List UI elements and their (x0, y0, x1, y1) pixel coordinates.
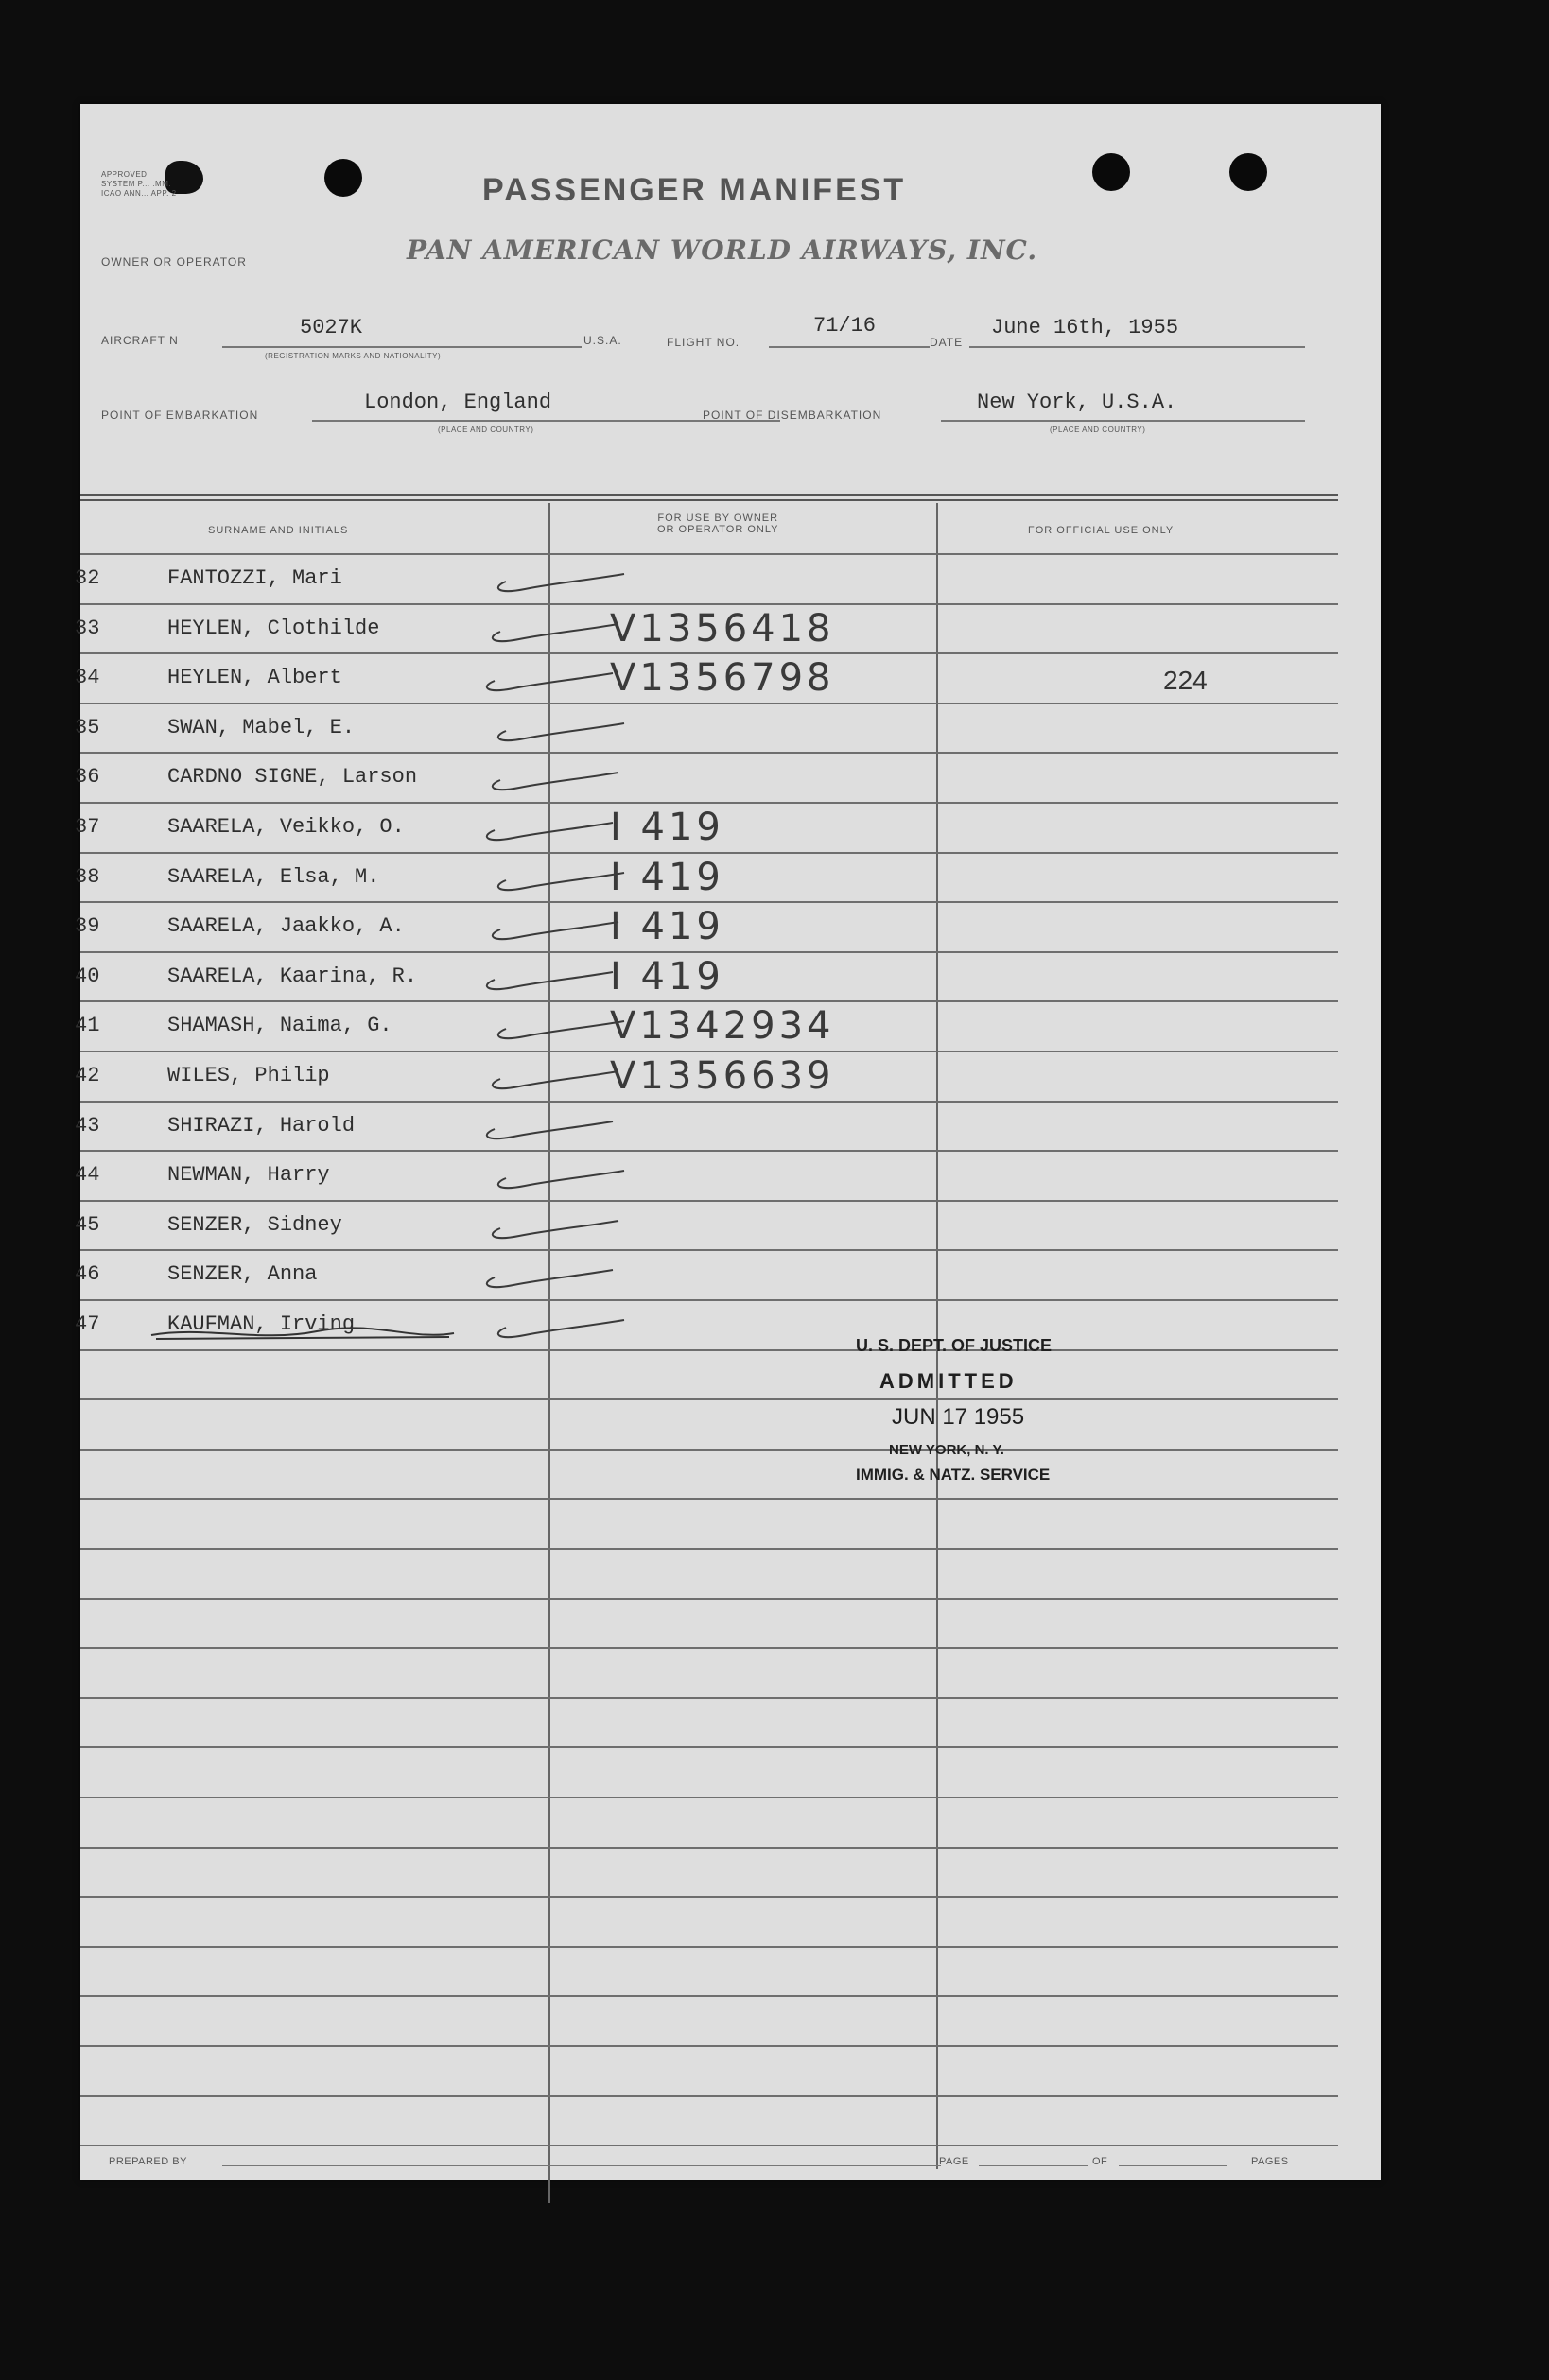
passenger-name: SENZER, Anna (167, 1262, 318, 1287)
airline-name: PAN AMERICAN WORLD AIRWAYS, INC. (407, 235, 1038, 266)
row-number: 42 (75, 1064, 100, 1087)
row-rule (80, 2045, 1338, 2047)
passenger-name: SAARELA, Veikko, O. (167, 815, 405, 839)
row-number: 43 (75, 1113, 100, 1138)
visa-number: V1356798 (610, 656, 835, 701)
visa-number: I 419 (610, 855, 724, 899)
row-rule (80, 1299, 1338, 1301)
row-rule (80, 1349, 1338, 1351)
check-mark-icon (487, 860, 629, 897)
manifest-form (75, 104, 1381, 2180)
check-mark-icon (481, 1058, 623, 1096)
column-header-name: SURNAME AND INITIALS (208, 525, 349, 536)
punch-hole (1229, 153, 1267, 191)
row-rule (80, 901, 1338, 903)
strikethrough-scribble (147, 1324, 459, 1345)
row-rule (80, 1051, 1338, 1052)
row-rule (80, 2145, 1338, 2146)
row-rule (80, 1249, 1338, 1251)
check-mark-icon (487, 1157, 629, 1195)
row-number: 35 (75, 715, 100, 739)
check-mark-icon (476, 1257, 618, 1294)
passenger-name: CARDNO SIGNE, Larson (167, 765, 418, 790)
row-number: 36 (75, 765, 100, 790)
row-rule (80, 1200, 1338, 1202)
form-code-line: APPROVED (101, 170, 148, 179)
row-rule (80, 1995, 1338, 1997)
page-label: PAGE (939, 2156, 969, 2167)
row-rule (80, 1946, 1338, 1948)
row-rule (80, 1000, 1338, 1002)
row-rule (80, 652, 1338, 654)
punch-hole (324, 159, 362, 197)
passenger-name: FANTOZZI, Mari (167, 566, 342, 590)
row-rule (80, 603, 1338, 605)
row-rule (80, 553, 1338, 555)
row-rule (80, 1101, 1338, 1103)
flight-value: 71/16 (813, 314, 877, 338)
row-number: 45 (75, 1212, 100, 1237)
owner-label: OWNER OR OPERATOR (101, 255, 247, 269)
row-rule (80, 1797, 1338, 1798)
owner-use-line: FOR USE BY OWNER (657, 512, 779, 524)
visa-number: V1356418 (610, 606, 835, 651)
page-title: PASSENGER MANIFEST (482, 172, 907, 208)
check-mark-icon (476, 1108, 618, 1146)
row-number: 41 (75, 1014, 100, 1038)
column-divider (548, 503, 550, 2203)
check-mark-icon (481, 909, 623, 947)
pages-label: PAGES (1251, 2156, 1289, 2167)
stamp-admitted: ADMITTED (879, 1369, 1018, 1393)
column-header-owner-use (657, 512, 778, 535)
passenger-name: HEYLEN, Albert (167, 666, 342, 690)
row-number: 32 (75, 566, 100, 590)
disembark-caption: (PLACE AND COUNTRY) (1050, 426, 1146, 434)
row-rule (80, 1449, 1338, 1451)
row-number: 38 (75, 864, 100, 889)
row-rule (80, 1847, 1338, 1849)
check-mark-icon (481, 759, 623, 797)
row-rule (80, 1398, 1338, 1400)
aircraft-value: 5027K (300, 316, 363, 339)
official-note: 224 (1163, 666, 1208, 696)
row-rule (80, 1598, 1338, 1600)
passenger-name: WILES, Philip (167, 1064, 330, 1087)
embark-label: POINT OF EMBARKATION (101, 408, 259, 422)
row-rule (80, 1498, 1338, 1500)
visa-number: V1342934 (610, 1004, 835, 1049)
row-number: 44 (75, 1163, 100, 1188)
stamp-city: NEW YORK, N. Y. (889, 1442, 1004, 1458)
punch-hole (1092, 153, 1130, 191)
row-number: 47 (75, 1312, 100, 1336)
check-mark-icon (476, 959, 618, 997)
row-rule (80, 1746, 1338, 1748)
passenger-name: SAARELA, Elsa, M. (167, 864, 380, 889)
check-mark-icon (476, 660, 618, 698)
row-number: 39 (75, 914, 100, 939)
prepared-by-label: PREPARED BY (109, 2156, 187, 2167)
column-header-official: FOR OFFICIAL USE ONLY (1028, 525, 1175, 536)
disembark-label: POINT OF DISEMBARKATION (703, 408, 882, 422)
check-mark-icon (487, 561, 629, 599)
row-rule (80, 852, 1338, 854)
date-label: DATE (930, 336, 964, 349)
passenger-name: SAARELA, Kaarina, R. (167, 964, 418, 988)
row-rule (80, 802, 1338, 804)
stamp-dept: U. S. DEPT. OF JUSTICE (856, 1336, 1053, 1355)
form-code (101, 170, 177, 199)
row-rule (80, 1150, 1338, 1152)
form-code-line: ICAO ANN... APP. 2 (101, 189, 177, 198)
check-mark-icon (481, 1207, 623, 1245)
passenger-name: SWAN, Mabel, E. (167, 715, 356, 739)
embark-caption: (PLACE AND COUNTRY) (438, 426, 534, 434)
row-number: 33 (75, 616, 100, 640)
row-number: 37 (75, 815, 100, 839)
check-mark-icon (476, 809, 618, 847)
check-mark-icon (481, 611, 623, 649)
row-rule (80, 752, 1338, 754)
flight-label: FLIGHT NO. (667, 336, 740, 349)
row-rule (80, 703, 1338, 704)
row-rule (80, 951, 1338, 953)
visa-number: I 419 (610, 905, 724, 949)
embark-value: London, England (364, 391, 552, 414)
date-value: June 16th, 1955 (991, 316, 1179, 339)
passenger-name: HEYLEN, Clothilde (167, 616, 380, 640)
row-rule (80, 1697, 1338, 1699)
row-rule (80, 1896, 1338, 1898)
check-mark-icon (487, 710, 629, 748)
disembark-value: New York, U.S.A. (977, 391, 1177, 414)
visa-number: I 419 (610, 954, 724, 999)
passenger-name: NEWMAN, Harry (167, 1163, 330, 1188)
visa-number: V1356639 (610, 1054, 835, 1098)
row-number: 40 (75, 964, 100, 988)
crossed-out-entry (147, 1324, 459, 1343)
passenger-name: SAARELA, Jaakko, A. (167, 914, 405, 939)
passenger-name: KAUFMAN, Irving (167, 1312, 356, 1336)
usa-label: U.S.A. (583, 334, 622, 347)
aircraft-label: AIRCRAFT N (101, 334, 179, 347)
check-mark-icon (487, 1307, 629, 1345)
check-mark-icon (487, 1008, 629, 1046)
row-rule (80, 2095, 1338, 2097)
row-rule (80, 1647, 1338, 1649)
stamp-date: JUN 17 1955 (892, 1404, 1025, 1430)
row-number: 34 (75, 666, 100, 690)
stamp-service: IMMIG. & NATZ. SERVICE (856, 1466, 1051, 1484)
visa-number: I 419 (610, 806, 724, 849)
owner-use-line: OR OPERATOR ONLY (657, 524, 779, 535)
passenger-name: SENZER, Sidney (167, 1212, 342, 1237)
of-label: OF (1092, 2156, 1108, 2167)
row-rule (80, 1548, 1338, 1550)
row-number: 46 (75, 1262, 100, 1287)
passenger-name: SHAMASH, Naima, G. (167, 1014, 392, 1038)
aircraft-caption: (REGISTRATION MARKS AND NATIONALITY) (265, 352, 442, 360)
passenger-name: SHIRAZI, Harold (167, 1113, 356, 1138)
form-code-line: SYSTEM P... .MM. (101, 180, 172, 188)
